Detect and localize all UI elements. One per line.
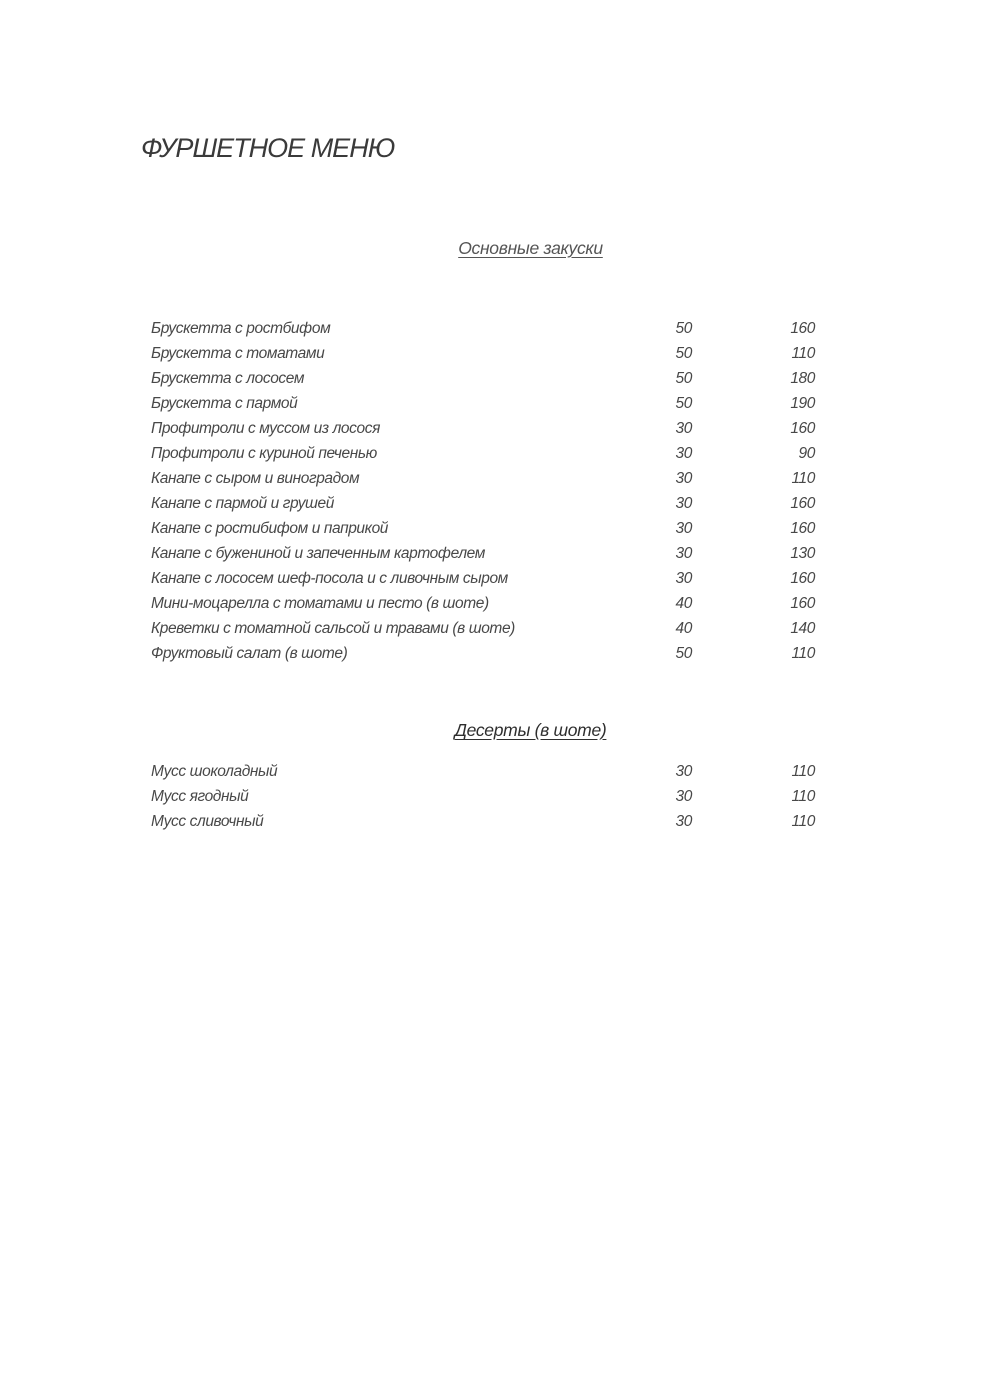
item-price: 130 <box>790 545 815 562</box>
menu-item <box>151 568 821 593</box>
item-price: 110 <box>791 470 815 487</box>
menu-item <box>151 761 821 786</box>
item-weight: 50 <box>675 370 692 387</box>
item-price: 160 <box>790 320 815 337</box>
menu-item <box>151 593 821 618</box>
item-name: Брускетта с пармой <box>151 395 298 412</box>
menu-item <box>151 811 821 836</box>
menu-item <box>151 418 821 443</box>
item-name: Канапе с сыром и виноградом <box>151 470 360 487</box>
item-name: Профитроли с муссом из лосося <box>151 420 380 437</box>
item-price: 110 <box>791 788 815 805</box>
item-price: 110 <box>791 645 815 662</box>
item-weight: 30 <box>675 788 692 805</box>
item-weight: 30 <box>675 763 692 780</box>
item-name: Канапе с пармой и грушей <box>151 495 334 512</box>
item-name: Канапе с ростибифом и паприкой <box>151 520 389 537</box>
item-price: 110 <box>791 345 815 362</box>
item-name: Профитроли с куриной печенью <box>151 445 377 462</box>
item-name: Мини-моцарелла с томатами и песто (в шоте) <box>151 595 489 612</box>
menu-list-mains <box>151 318 821 668</box>
menu-item <box>151 393 821 418</box>
item-price: 110 <box>791 813 815 830</box>
item-name: Канапе с лососем шеф-посола и с ливочным сыром <box>151 570 508 587</box>
item-name: Брускетта с ростбифом <box>151 320 331 337</box>
item-price: 180 <box>790 370 815 387</box>
menu-item <box>151 468 821 493</box>
item-name: Мусс сливочный <box>151 813 264 830</box>
menu-item <box>151 343 821 368</box>
menu-item <box>151 318 821 343</box>
item-weight: 30 <box>675 570 692 587</box>
menu-item <box>151 618 821 643</box>
item-weight: 30 <box>675 813 692 830</box>
menu-item <box>151 368 821 393</box>
item-weight: 30 <box>675 495 692 512</box>
item-weight: 40 <box>675 620 692 637</box>
section-heading-desserts: Десерты (в шоте) <box>454 720 607 740</box>
item-price: 160 <box>790 570 815 587</box>
menu-item <box>151 786 821 811</box>
menu-item <box>151 543 821 568</box>
menu-list-desserts <box>151 761 821 836</box>
item-price: 190 <box>790 395 815 412</box>
menu-item <box>151 443 821 468</box>
item-price: 160 <box>790 420 815 437</box>
item-weight: 30 <box>675 445 692 462</box>
item-name: Креветки с томатной сальсой и травами (в шоте) <box>151 620 515 637</box>
page-title: ФУРШЕТНОЕ МЕНЮ <box>141 133 395 163</box>
item-price: 110 <box>791 763 815 780</box>
item-name: Брускетта с томатами <box>151 345 325 362</box>
menu-item <box>151 518 821 543</box>
item-name: Фруктовый салат (в шоте) <box>151 645 348 662</box>
item-weight: 50 <box>675 320 692 337</box>
menu-item <box>151 493 821 518</box>
item-weight: 40 <box>675 595 692 612</box>
item-name: Канапе с бужениной и запеченным картофелем <box>151 545 485 562</box>
item-weight: 50 <box>675 395 692 412</box>
item-weight: 50 <box>675 645 692 662</box>
item-name: Мусс шоколадный <box>151 763 278 780</box>
item-name: Брускетта с лососем <box>151 370 305 387</box>
menu-item <box>151 643 821 668</box>
section-heading-mains: Основные закуски <box>458 238 603 258</box>
item-price: 160 <box>790 495 815 512</box>
item-weight: 30 <box>675 420 692 437</box>
item-name: Мусс ягодный <box>151 788 249 805</box>
item-weight: 30 <box>675 520 692 537</box>
item-weight: 50 <box>675 345 692 362</box>
item-price: 90 <box>798 445 815 462</box>
item-price: 160 <box>790 595 815 612</box>
item-price: 140 <box>790 620 815 637</box>
item-price: 160 <box>790 520 815 537</box>
item-weight: 30 <box>675 470 692 487</box>
item-weight: 30 <box>675 545 692 562</box>
